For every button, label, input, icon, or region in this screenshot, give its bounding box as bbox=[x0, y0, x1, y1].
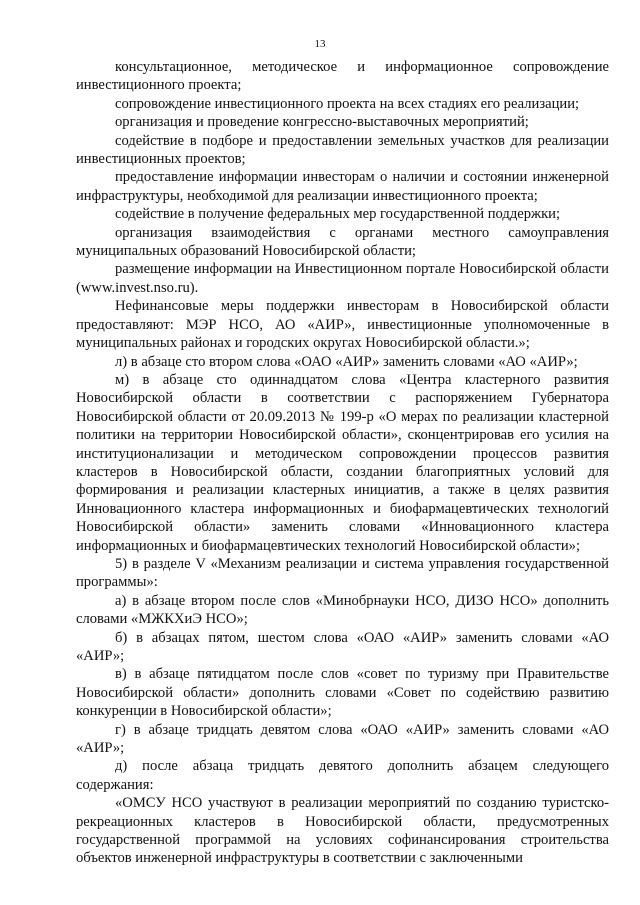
paragraph: содействие в подборе и предоставлении земельных участков для реализации инвестиционных проектов; bbox=[76, 132, 609, 168]
paragraph: м) в абзаце сто одиннадцатом слова «Центра кластерного развития Новосибирской области в соответствии с распоряжением Губернатора Новосибирской области от 20.09.2013 № 199-р «О мерах по реализации кластерной политики на территории Новосибирской области», сконцентрировав его усилия на институционализации и методическом сопровождении процессов развития кластеров в Новосибирской области, создании благоприятных условий для формирования и реализации кластерных инициатив, а также в целях развития Инновационного кластера информационных и биофармацевтических технологий Новосибирской области» заменить словами «Инновационного кластера информационных и биофармацевтических технологий Новосибирской области»; bbox=[76, 371, 609, 554]
paragraph: предоставление информации инвесторам о наличии и состоянии инженерной инфраструктуры, необходимой для реализации инвестиционного проекта; bbox=[76, 169, 609, 204]
paragraph: размещение информации на Инвестиционном портале Новосибирской области (www.invest.nso.ru). bbox=[76, 261, 609, 296]
paragraph: «ОМСУ НСО участвуют в реализации мероприятий по созданию туристско-рекреационных кластеров в Новосибирской области, предусмотренных государственной программой на условиях софинансирования строительства объектов инженерной инфраструктуры в соответствии с заключенными bbox=[76, 795, 609, 867]
paragraph: 5) в разделе V «Механизм реализации и система управления государственной программы»: bbox=[76, 555, 609, 591]
paragraph: г) в абзаце тридцать девятом слова «ОАО «АИР» заменить словами «АО «АИР»; bbox=[76, 721, 609, 757]
paragraph: л) в абзаце сто втором слова «ОАО «АИР» заменить словами «АО «АИР»; bbox=[115, 353, 578, 370]
paragraph: Нефинансовые меры поддержки инвесторам в Новосибирской области предоставляют: МЭР НСО, АО «АИР», инвестиционные уполномоченные в муниципальных районах и городских округах Новосибирской области.»; bbox=[76, 298, 609, 352]
paragraph: а) в абзаце втором после слов «Минобрнауки НСО, ДИЗО НСО» дополнить словами «МЖКХиЭ НСО»; bbox=[76, 592, 609, 628]
paragraph: д) после абзаца тридцать девятого дополнить абзацем следующего содержания: bbox=[76, 758, 609, 793]
paragraph: в) в абзаце пятидцатом после слов «совет по туризму при Правительстве Новосибирской области» дополнить словами «Совет по содействию развитию конкуренции в Новосибирской области»; bbox=[76, 666, 609, 720]
paragraph: консультационное, методическое и информационное сопровождение инвестиционного проекта; bbox=[76, 59, 609, 94]
paragraph: б) в абзацах пятом, шестом слова «ОАО «АИР» заменить словами «АО «АИР»; bbox=[76, 629, 609, 664]
paragraph: организация и проведение конгрессно-выставочных мероприятий; bbox=[115, 114, 529, 131]
page-number: 13 bbox=[314, 38, 326, 50]
paragraph: содействие в получение федеральных мер государственной поддержки; bbox=[115, 206, 561, 223]
document-body bbox=[76, 58, 609, 868]
paragraph: сопровождение инвестиционного проекта на всех стадиях его реализации; bbox=[115, 95, 580, 112]
paragraph: организация взаимодействия с органами местного самоуправления муниципальных образований Новосибирской области; bbox=[76, 224, 609, 260]
